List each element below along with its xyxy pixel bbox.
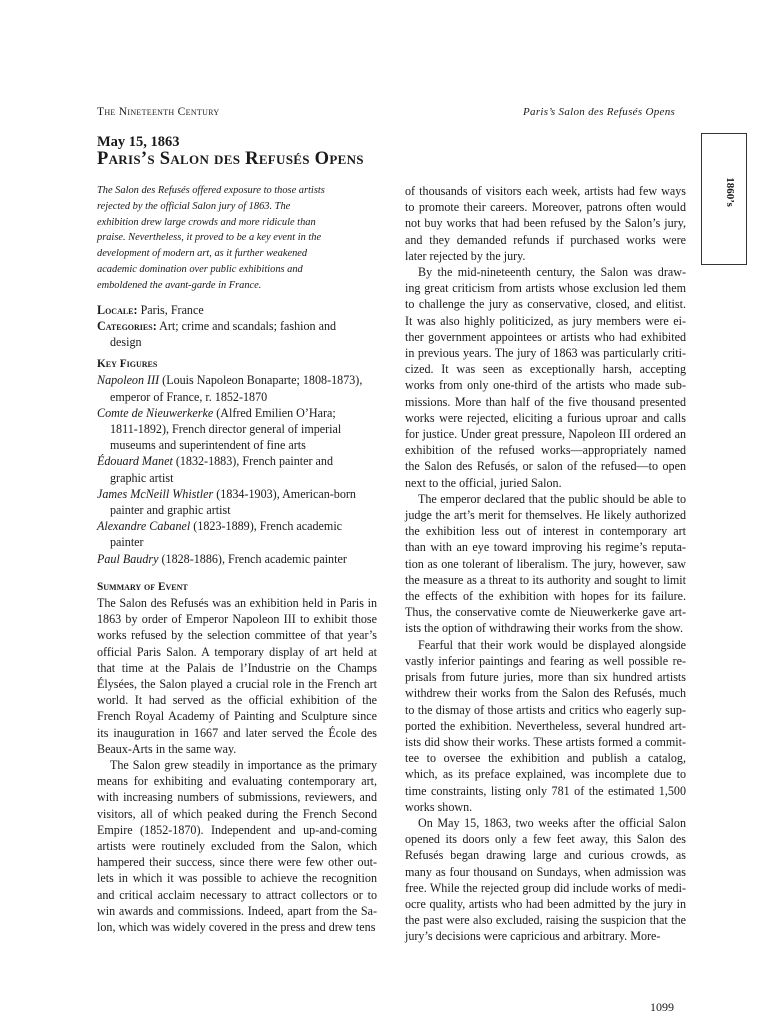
key-figure-text: 1811-1892), French director general of imperial — [110, 422, 342, 436]
body-line: French Royal Academy of Painting and Sculpture since — [97, 709, 377, 724]
body-line: next to the official, juried Salon. — [405, 475, 562, 490]
body-line: ocre quality, artists who had been admitted by the jury in — [405, 896, 686, 911]
abstract-line: rejected by the official Salon jury of 1863. The — [97, 200, 291, 212]
abstract-line: The Salon des Refusés offered exposure to those artists — [97, 185, 325, 196]
body-line: By the mid-nineteenth century, the Salon was draw- — [418, 265, 686, 280]
body-line: ists did show their works. These artists formed a commit- — [405, 734, 686, 749]
body-line: works shown. — [405, 799, 473, 814]
key-figure-text: emperor of France, r. 1852-1870 — [110, 389, 268, 404]
body-line: jury’s decisions were capricious and arbitrary. More- — [405, 929, 661, 944]
key-figure-text: (1823-1889), French academic — [190, 519, 343, 534]
body-line: the exhibition less out of interest in contemporary art — [405, 524, 686, 539]
key-figure — [97, 518, 377, 550]
body-line: visitors, all of which peaked during the French Second — [97, 806, 377, 821]
page-number: 1099 — [650, 1000, 674, 1014]
key-figure-name: Comte de Nieuwerkerke — [97, 405, 214, 420]
body-line: Élysées, the Salon played a crucial role in the French art — [97, 677, 377, 692]
body-line: works from only one-third of the artists who made sub- — [405, 378, 686, 393]
body-line: ists the option of withdrawing their works from the show. — [405, 621, 684, 636]
body-line: many as four thousand on Sundays, when admission was — [405, 864, 686, 879]
body-line: ther government appointees or artists who had exhibited — [405, 329, 686, 344]
body-line: that time at the Palais de l’Industrie on the Champs — [97, 660, 377, 675]
body-line: hampered their success, since there were few other out- — [97, 855, 377, 870]
key-figure-name: Alexandre Cabanel — [97, 519, 191, 534]
body-line: official Paris Salon. A temporary display of art held at — [97, 644, 377, 659]
key-figure-text: painter and graphic artist — [110, 503, 231, 518]
body-line: of thousands of visitors each week, artists had few ways — [405, 184, 686, 198]
abstract-line: emboldened the avant-garde in France. — [97, 279, 262, 291]
body-line: Empire (1852-1870). Independent and up-and-coming — [97, 822, 377, 837]
summary-heading: Summary of Event — [97, 580, 188, 593]
body-line: the effects of the exhibition with hopes for its failure. — [405, 589, 686, 604]
abstract-line: academic domination over public exhibitions and — [97, 263, 303, 275]
categories — [97, 318, 377, 350]
body-line: ing great criticism from artists whose exclusion led them — [405, 281, 686, 296]
body-line: to promote their careers. Moreover, patrons often would — [405, 200, 686, 215]
body-line: the Salon des Refusés, or salon of the refused—to open — [405, 459, 686, 474]
key-figure — [97, 405, 377, 454]
body-line: tion as one tolerant of liberalism. The jury, however, saw — [405, 556, 686, 571]
body-line: and they demanded refunds if purchased works were — [405, 232, 686, 247]
body-line: cized. It was seen as exceptionally harsh, accepting — [405, 362, 686, 377]
body-line: the measure as a threat to its authority and sought to limit — [405, 572, 686, 587]
running-head-right: Paris’s Salon des Refusés Opens — [523, 106, 676, 118]
categories-value-cont: design — [110, 334, 142, 349]
body-line: vastly inferior paintings and fearing as well possible re- — [405, 653, 686, 668]
body-line: which, as its preface explained, was incomplete due to — [405, 767, 686, 782]
body-line: 1863 by order of Emperor Napoleon III to exhibit those — [97, 612, 377, 627]
body-line: to challenge the jury as conservative, closed, and elitist. — [405, 297, 686, 312]
body-line: means for exhibiting and evaluating contemporary art, — [97, 774, 377, 789]
abstract-line: development of modern art, as it further weakened — [97, 248, 308, 260]
body-line: works refused by the selection committee of that year’s — [97, 628, 377, 643]
locale — [97, 302, 377, 318]
body-line: The emperor declared that the public should be able to — [418, 491, 686, 506]
key-figure — [97, 372, 377, 404]
body-line: The Salon des Refusés was an exhibition held in Paris in — [97, 596, 377, 611]
body-line: Thus, the conservative comte de Nieuwerkerke gave art- — [405, 605, 686, 620]
key-figure — [97, 551, 377, 567]
body-line: and critical acclaim necessary to attract collectors or to — [97, 887, 377, 902]
body-line: prisals from future juries, more than six hundred artists — [405, 670, 686, 685]
key-figure-name: Édouard Manet — [97, 454, 173, 469]
body-line: the past were also excluded, raising the suspicion that the — [405, 913, 686, 928]
body-line: Fearful that their work would be displayed alongside — [418, 637, 686, 652]
body-line: for justice. Under great pressure, Napoleon III ordered an — [405, 427, 686, 442]
body-line: to the dismay of those artists and critics who eagerly sup- — [405, 702, 686, 717]
key-figure-text: (1832-1883), French painter and — [172, 454, 334, 469]
key-figure-text: (Louis Napoleon Bonaparte; 1808-1873), — [159, 373, 363, 388]
article-date: May 15, 1863 — [97, 134, 180, 150]
key-figure-name: James McNeill Whistler — [97, 486, 214, 501]
key-figure-name: Napoleon III — [97, 373, 160, 388]
key-figure-text: (1834-1903), American-born — [213, 486, 356, 501]
running-head-left: The Nineteenth Century — [97, 106, 220, 118]
body-line: tee to oversee the exhibition and publish a catalog, — [405, 751, 686, 766]
key-figure-text: (Alfred Emilien O’Hara; — [213, 405, 336, 420]
abstract — [97, 183, 377, 294]
abstract-line: exhibition drew large crowds and more ridicule than — [97, 216, 316, 228]
key-figure-text: painter — [110, 535, 144, 550]
body-line: free. While the rejected group did include works of medi- — [405, 880, 686, 895]
body-line: It was also highly politicized, as jury members were ei- — [405, 313, 686, 328]
key-figure-text: graphic artist — [110, 470, 174, 485]
abstract-line: praise. Nevertheless, it proved to be a key event in the — [97, 232, 322, 244]
left-column — [97, 183, 377, 935]
body-line: artists were routinely excluded from the Salon, which — [97, 839, 377, 854]
categories-value: Art; crime and scandals; fashion and — [159, 318, 337, 333]
body-line: with increasing numbers of submissions, reviewers, and — [97, 790, 377, 805]
body-line: withdrew their works from the Salon des Refusés, much — [405, 686, 686, 701]
body-line: lon, which was widely covered in the press and drew tens — [97, 920, 376, 935]
categories-label: Categories: — [97, 318, 157, 333]
body-line: The Salon grew steadily in importance as the primary — [110, 758, 377, 773]
decade-tab-label: 1860’s — [723, 177, 736, 207]
body-line: its inauguration in 1667 and later served the École des — [97, 725, 377, 740]
body-line: opened its doors only a few feet away, this Salon des — [405, 832, 686, 847]
body-line: Beaux-Arts in the same way. — [97, 741, 237, 756]
body-line: works were rejected, eliciting a furious uproar and calls — [405, 410, 686, 425]
key-figure-text: museums and superintendent of fine arts — [110, 438, 306, 453]
body-line: in previous years. The jury of 1863 was particularly criti- — [405, 346, 686, 361]
body-line: not buy works that had been refused by the Salon’s jury, — [405, 216, 686, 231]
body-line: judge the art’s merit for themselves. He likely authorized — [405, 508, 686, 523]
body-line: ported the exhibition. Nevertheless, several hundred art- — [405, 718, 686, 733]
right-column — [405, 183, 686, 945]
body-line: later rejected by the jury. — [405, 248, 526, 263]
body-line: world. It had served as the official exhibition of the — [97, 693, 377, 708]
body-line: On May 15, 1863, two weeks after the official Salon — [418, 815, 686, 830]
body-line: Refusés began drawing large and curious crowds, as — [405, 848, 686, 863]
key-figure-name: Paul Baudry — [97, 551, 159, 566]
key-figure — [97, 453, 377, 485]
body-line: missions. More than half of the five thousand presented — [405, 394, 686, 409]
body-line: exhibition of the refused works—appropriately named — [405, 443, 686, 458]
locale-label: Locale: — [97, 302, 138, 317]
locale-value: Paris, France — [140, 302, 204, 317]
body-line: win awards and commissions. Indeed, apart from the Sa- — [97, 903, 377, 918]
decade-tab — [701, 133, 747, 265]
key-figure-text: (1828-1886), French academic painter — [158, 551, 347, 566]
summary-body — [97, 595, 377, 935]
key-figure — [97, 486, 377, 518]
body-line: time constraints, listing only 781 of the estimated 1,500 — [405, 783, 686, 798]
body-line: than with an eye toward improving his regime’s reputa- — [405, 540, 686, 555]
body-line: lets in which it was possible to achieve the recognition — [97, 871, 377, 886]
article-title: Paris’s Salon des Refusés Opens — [97, 149, 364, 169]
key-figures-heading: Key Figures — [97, 358, 158, 371]
